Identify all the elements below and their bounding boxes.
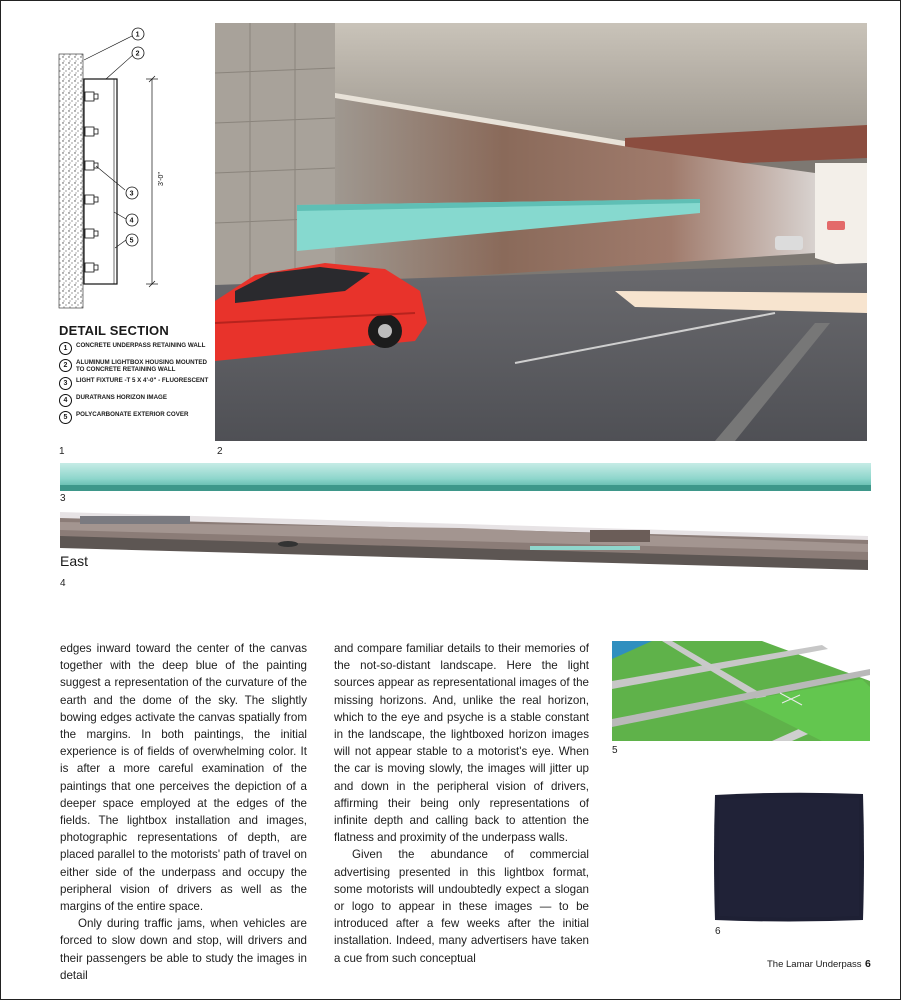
- detail-legend: [59, 342, 217, 428]
- legend-text: CONCRETE UNDERPASS RETAINING WALL: [76, 342, 206, 349]
- light-fixtures: [85, 92, 98, 272]
- svg-text:2: 2: [135, 50, 140, 58]
- detail-section-title: DETAIL SECTION: [59, 323, 169, 338]
- page-number: 6: [865, 958, 871, 970]
- detail-section-drawing: [56, 26, 216, 316]
- legend-number: 1: [59, 342, 72, 355]
- running-footer-title: The Lamar Underpass: [767, 959, 862, 970]
- legend-item: [59, 394, 217, 407]
- svg-text:3'-0": 3'-0": [158, 172, 165, 186]
- legend-item: [59, 342, 217, 355]
- underpass-photo: [215, 23, 867, 441]
- legend-item: [59, 359, 217, 373]
- legend-text: LIGHT FIXTURE -T 5 X 4'-0" - FLUORESCENT: [76, 377, 209, 384]
- legend-item: [59, 411, 217, 424]
- legend-text: POLYCARBONATE EXTERIOR COVER: [76, 411, 189, 418]
- paragraph: edges inward toward the center of the canvas together with the deep blue of the painting suggest a representation of the curvature of the earth and the dome of the sky. The slightly bowing edges activate the canvas spatially from the margins. In both paintings, the initial experience is of fields of overwhelming color. It is after a more careful examination of the paintings that one perceives the depiction of a deeper space employed at the edges of the fields. The lightbox installation and images, photographic representations of depth, are placed parallel to the motorists' path of travel on either side of the underpass and occupy the peripheral vision of drivers as well as the margins of the entire space.: [60, 642, 307, 914]
- legend-number: 4: [59, 394, 72, 407]
- legend-text: DURATRANS HORIZON IMAGE: [76, 394, 167, 401]
- lightbox-housing: [84, 79, 117, 284]
- callout-circles: [126, 28, 144, 246]
- paragraph: and compare familiar details to their memories of the not-so-distant landscape. Here the light sources appear as representational images of the missing horizons. And, unlike the real horizon, which to the eye and psyche is a stable constant in the landscape, the lightboxed horizon images will not appear stable to a motorist's eye. When the car is moving slowly, the images will jitter up and down in the peripheral vision of drivers, affirming their being only representations of infinite depth and calling back to attention the flatness and proximity of the underpass walls.: [334, 642, 589, 845]
- deep-blue-painting: [713, 791, 865, 923]
- legend-text: ALUMINUM LIGHTBOX HOUSING MOUNTED TO CONCRETE RETAINING WALL: [76, 359, 207, 373]
- paragraph: Given the abundance of commercial advertising presented in this lightbox format, some motorists will undoubtedly expect a slogan or logo to appear in these images — to be introduced after a few weeks after the initial installation. Indeed, many advertisers have taken a cue from such conceptual: [334, 848, 589, 965]
- east-panorama-photo: [60, 508, 868, 574]
- figure-number-4: 4: [60, 578, 66, 589]
- svg-text:1: 1: [135, 31, 140, 39]
- paragraph: Only during traffic jams, when vehicles are forced to slow down and stop, will drivers and their passengers be able to study the images in detail: [60, 917, 307, 982]
- green-fields-image: [612, 641, 870, 741]
- horizon-image-strip: [60, 463, 871, 491]
- svg-text:4: 4: [129, 217, 134, 225]
- legend-number: 2: [59, 359, 72, 372]
- figure-number-3: 3: [60, 493, 66, 504]
- dimension-line: [146, 76, 158, 287]
- text-column-1: [60, 640, 307, 984]
- svg-text:5: 5: [129, 237, 134, 245]
- legend-item: [59, 377, 217, 390]
- legend-number: 5: [59, 411, 72, 424]
- concrete-wall: [59, 54, 83, 308]
- figure-number-6: 6: [715, 926, 721, 937]
- panorama-label: East: [60, 553, 89, 569]
- svg-text:3: 3: [129, 190, 134, 198]
- text-column-2: [334, 640, 589, 967]
- figure-number-2: 2: [217, 446, 223, 457]
- figure-number-5: 5: [612, 745, 618, 756]
- figure-number-1: 1: [59, 446, 65, 457]
- legend-number: 3: [59, 377, 72, 390]
